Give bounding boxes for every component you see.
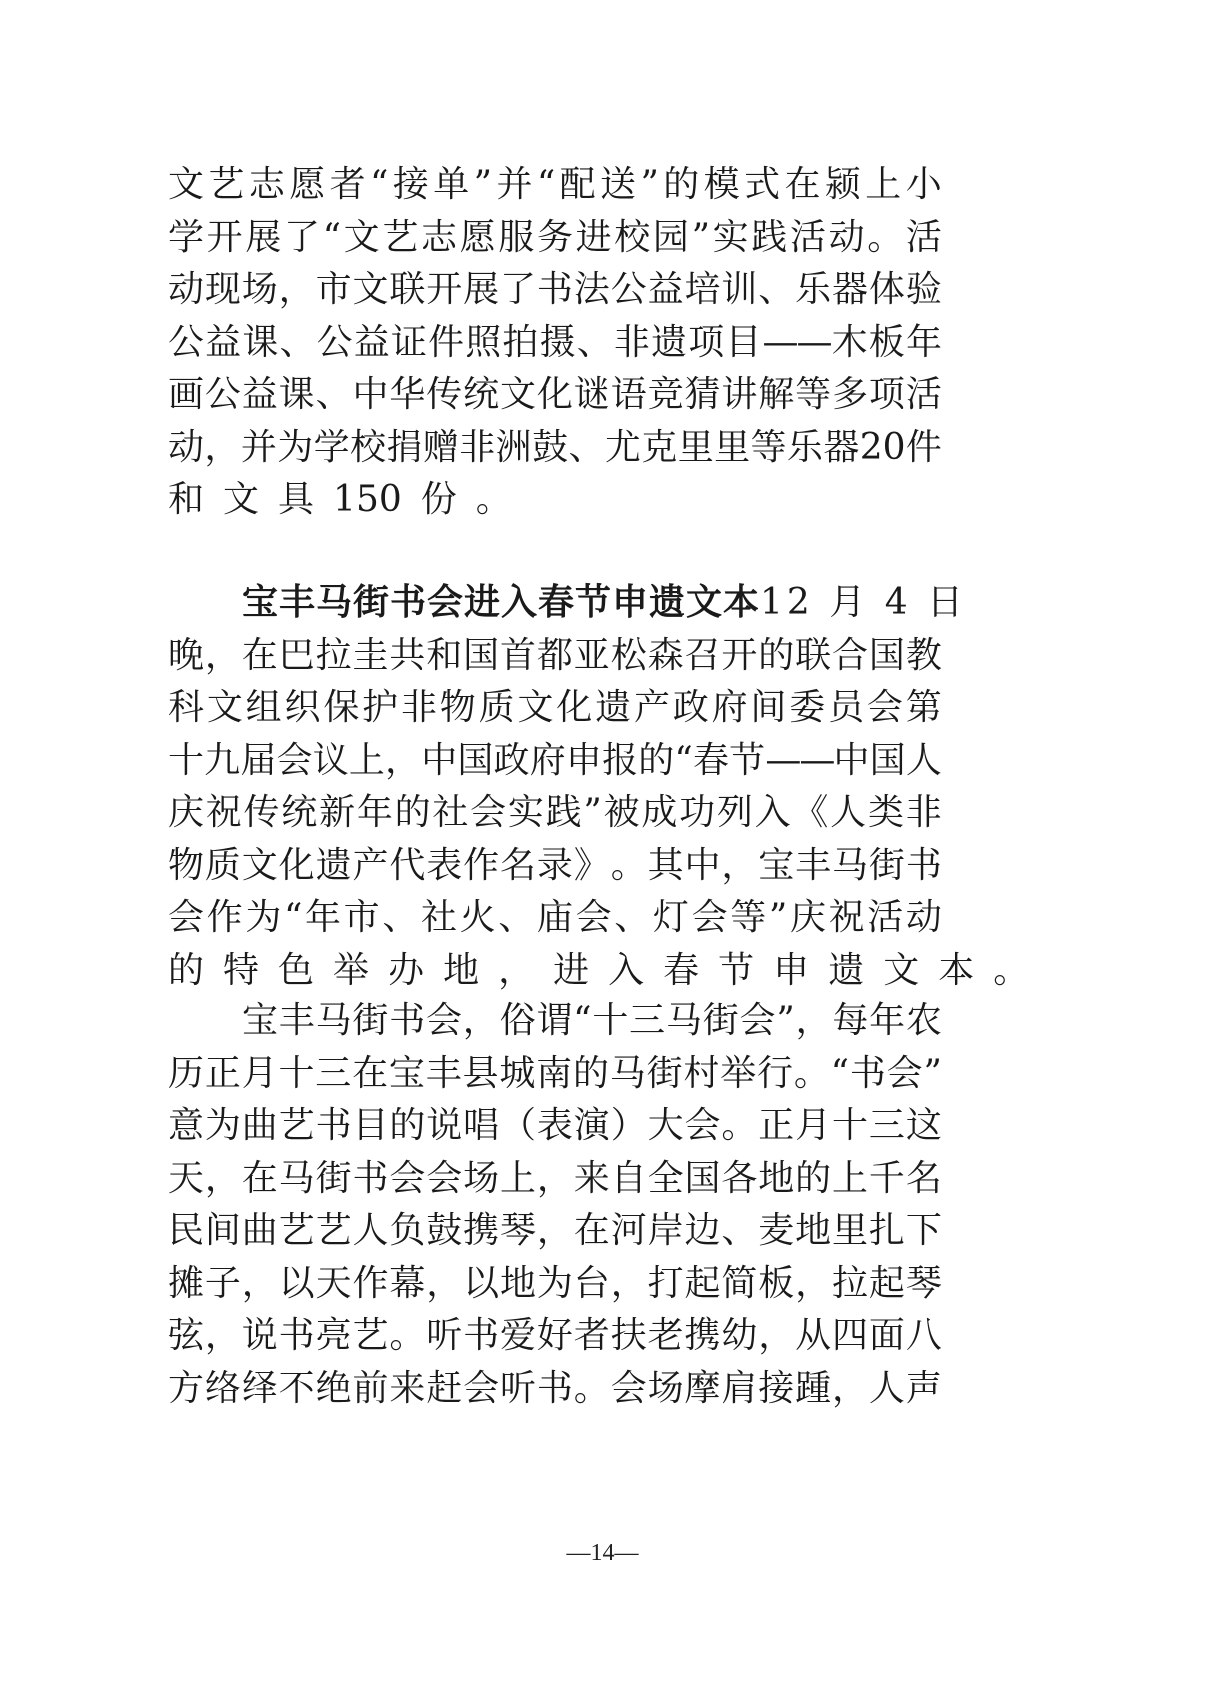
text-line: 科 文 组 织 保 护 非 物 质 文 化 遗 产 政 府 间 委 员 会 第 [168, 687, 942, 728]
text-line: 会 作 为 “ 年 市 、 社 火 、 庙 会 、 灯 会 等 ” 庆 祝 活 动 [168, 897, 942, 938]
paragraph-volunteer-activity [168, 159, 942, 527]
heading-date: 12 月 4 日 [760, 582, 968, 623]
text-line: 十 九 届 会 议 上 ， 中 国 政 府 申 报 的 “ 春 节 —— 中 国 人 [168, 739, 942, 781]
section-heading-line [168, 577, 968, 630]
text-line: 动 现 场 ， 市 文 联 开 展 了 书 法 公 益 培 训 、 乐 器 体 验 [168, 269, 942, 310]
text-line: 弦 ， 说 书 亮 艺 。 听 书 爱 好 者 扶 老 携 幼 ， 从 四 面 八 [168, 1315, 942, 1356]
page-number: —14— [566, 1540, 639, 1566]
text-line: 意 为 曲 艺 书 目 的 说 唱 （ 表 演 ） 大 会 。 正 月 十 三 这 [168, 1105, 942, 1146]
text-line: 摊 子 ， 以 天 作 幕 ， 以 地 为 台 ， 打 起 简 板 ， 拉 起 琴 [168, 1262, 942, 1304]
text-line: 庆 祝 传 统 新 年 的 社 会 实 践 ” 被 成 功 列 入 《 人 类 非 [168, 792, 942, 833]
section-heading: 宝丰马街书会进入春节申遗文本 [242, 582, 761, 623]
text-line: 画 公 益 课 、 中 华 传 统 文 化 谜 语 竞 猜 讲 解 等 多 项 活 [168, 374, 942, 415]
section-majie-shuhui [168, 577, 1030, 997]
text-line: 方 络 绎 不 绝 前 来 赶 会 听 书 。 会 场 摩 肩 接 踵 ， 人 声 [168, 1367, 942, 1409]
text-line: 民 间 曲 艺 艺 人 负 鼓 携 琴 ， 在 河 岸 边 、 麦 地 里 扎 下 [168, 1210, 942, 1251]
text-line: 公 益 课 、 公 益 证 件 照 拍 摄 、 非 遗 项 目 —— 木 板 年 [168, 321, 942, 363]
text-line: 和 文 具 150 份 。 [168, 479, 512, 520]
text-line: 的 特 色 举 办 地 ， 进 入 春 节 申 遗 文 本 。 [168, 949, 1030, 991]
text-line: 学 开 展 了 “ 文 艺 志 愿 服 务 进 校 园 ” 实 践 活 动 。 活 [168, 216, 942, 258]
text-line: 文 艺 志 愿 者 “ 接 单 ” 并 “ 配 送 ” 的 模 式 在 颍 上 小 [168, 164, 942, 205]
text-line: 天 ， 在 马 街 书 会 会 场 上 ， 来 自 全 国 各 地 的 上 千 名 [168, 1157, 942, 1199]
text-line: 晚 ， 在 巴 拉 圭 共 和 国 首 都 亚 松 森 召 开 的 联 合 国 教 [168, 634, 942, 676]
text-line: 宝 丰 马 街 书 会 ， 俗 谓 “ 十 三 马 街 会 ” ， 每 年 农 [242, 1000, 942, 1041]
paragraph-majie-description [168, 995, 942, 1415]
text-line: 动 ， 并 为 学 校 捐 赠 非 洲 鼓 、 尤 克 里 里 等 乐 器 20 件 [168, 426, 942, 468]
text-line: 物 质 文 化 遗 产 代 表 作 名 录 》 。 其 中 ， 宝 丰 马 街 书 [168, 844, 942, 886]
text-line: 历 正 月 十 三 在 宝 丰 县 城 南 的 马 街 村 举 行 。 “ 书 会 ” [168, 1052, 942, 1094]
